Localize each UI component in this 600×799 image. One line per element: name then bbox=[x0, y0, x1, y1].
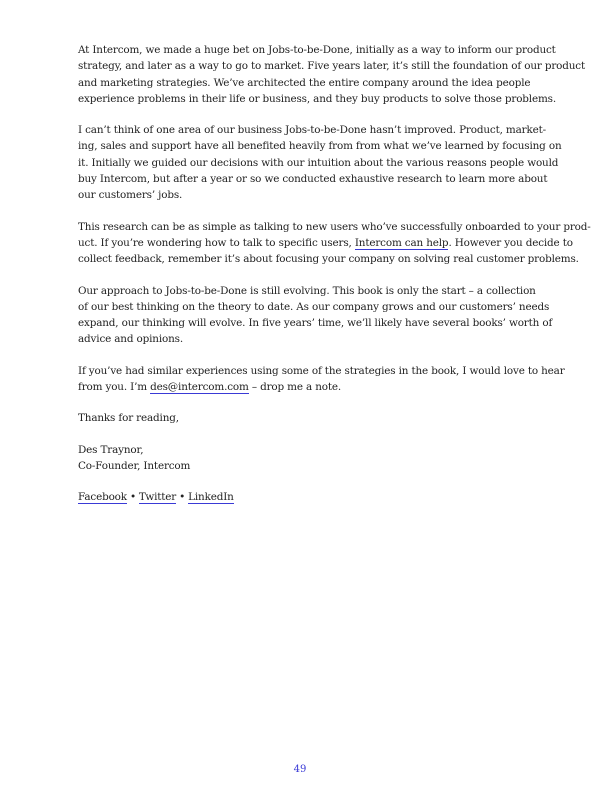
text-line: our customers’ jobs. bbox=[78, 189, 183, 202]
text-line bbox=[78, 235, 573, 251]
text-line: it. Initially we guided our decisions with our intuition about the various reasons people would bbox=[78, 156, 559, 169]
paragraph-impact bbox=[78, 122, 562, 203]
text-line: advice and opinions. bbox=[78, 333, 183, 346]
closing bbox=[78, 410, 528, 426]
text-fragment: uct. If you’re wondering how to talk to specific users, bbox=[78, 236, 355, 249]
text-line: At Intercom, we made a huge bet on Jobs-to-be-Done, initially as a way to inform our product bbox=[78, 44, 556, 56]
closing-text: Thanks for reading, bbox=[78, 412, 179, 425]
paragraph-contact bbox=[78, 363, 565, 396]
text-line: expand, our thinking will evolve. In five years’ time, we’ll likely have several books’ worth of bbox=[78, 317, 553, 330]
paragraph-research bbox=[78, 219, 591, 268]
bullet-separator: • bbox=[179, 491, 186, 504]
text-line: buy Intercom, but after a year or so we conducted exhaustive research to learn more about bbox=[78, 173, 548, 186]
text-line: If you’ve had similar experiences using some of the strategies in the book, I would love to hear bbox=[78, 364, 565, 377]
text-line: collect feedback, remember it’s about focusing your company on solving real customer problems. bbox=[78, 253, 579, 266]
linkedin-link[interactable]: LinkedIn bbox=[188, 491, 234, 504]
text-line: experience problems in their life or business, and they buy products to solve those problems. bbox=[78, 92, 557, 105]
twitter-link[interactable]: Twitter bbox=[138, 491, 177, 504]
text-line: of our best thinking on the theory to date. As our company grows and our customers’ needs bbox=[78, 300, 550, 313]
paragraph-intro bbox=[78, 42, 585, 107]
paragraph-approach bbox=[78, 283, 553, 348]
text-line: strategy, and later as a way to go to market. Five years later, it’s still the foundation of our product bbox=[78, 60, 585, 73]
signature-title: Co-Founder, Intercom bbox=[78, 459, 191, 472]
text-line: I can’t think of one area of our business Jobs-to-be-Done hasn’t improved. Product, market- bbox=[78, 124, 546, 137]
text-line: and marketing strategies. We’ve architected the entire company around the idea people bbox=[78, 76, 531, 89]
social-links-row bbox=[78, 489, 528, 505]
social-links bbox=[78, 489, 528, 505]
text-fragment: – drop me a note. bbox=[248, 381, 342, 394]
page-content bbox=[78, 42, 591, 521]
signature-name: Des Traynor, bbox=[78, 443, 144, 456]
signature bbox=[78, 442, 528, 475]
page-number: 49 bbox=[293, 764, 307, 775]
bullet-separator: • bbox=[129, 491, 136, 504]
text-fragment: . However you decide to bbox=[448, 236, 573, 249]
email-link[interactable]: des@intercom.com bbox=[150, 381, 249, 394]
facebook-link[interactable]: Facebook bbox=[78, 491, 127, 504]
text-line: This research can be as simple as talking to new users who’ve successfully onboarded to your prod- bbox=[78, 220, 591, 233]
text-line: Our approach to Jobs-to-be-Done is still evolving. This book is only the start – a collection bbox=[78, 284, 536, 297]
intercom-can-help-link[interactable]: Intercom can help bbox=[354, 236, 449, 249]
text-fragment: from you. I’m bbox=[78, 381, 151, 394]
text-line bbox=[78, 379, 528, 395]
text-line: ing, sales and support have all benefited heavily from from what we’ve learned by focusing on bbox=[78, 140, 562, 153]
